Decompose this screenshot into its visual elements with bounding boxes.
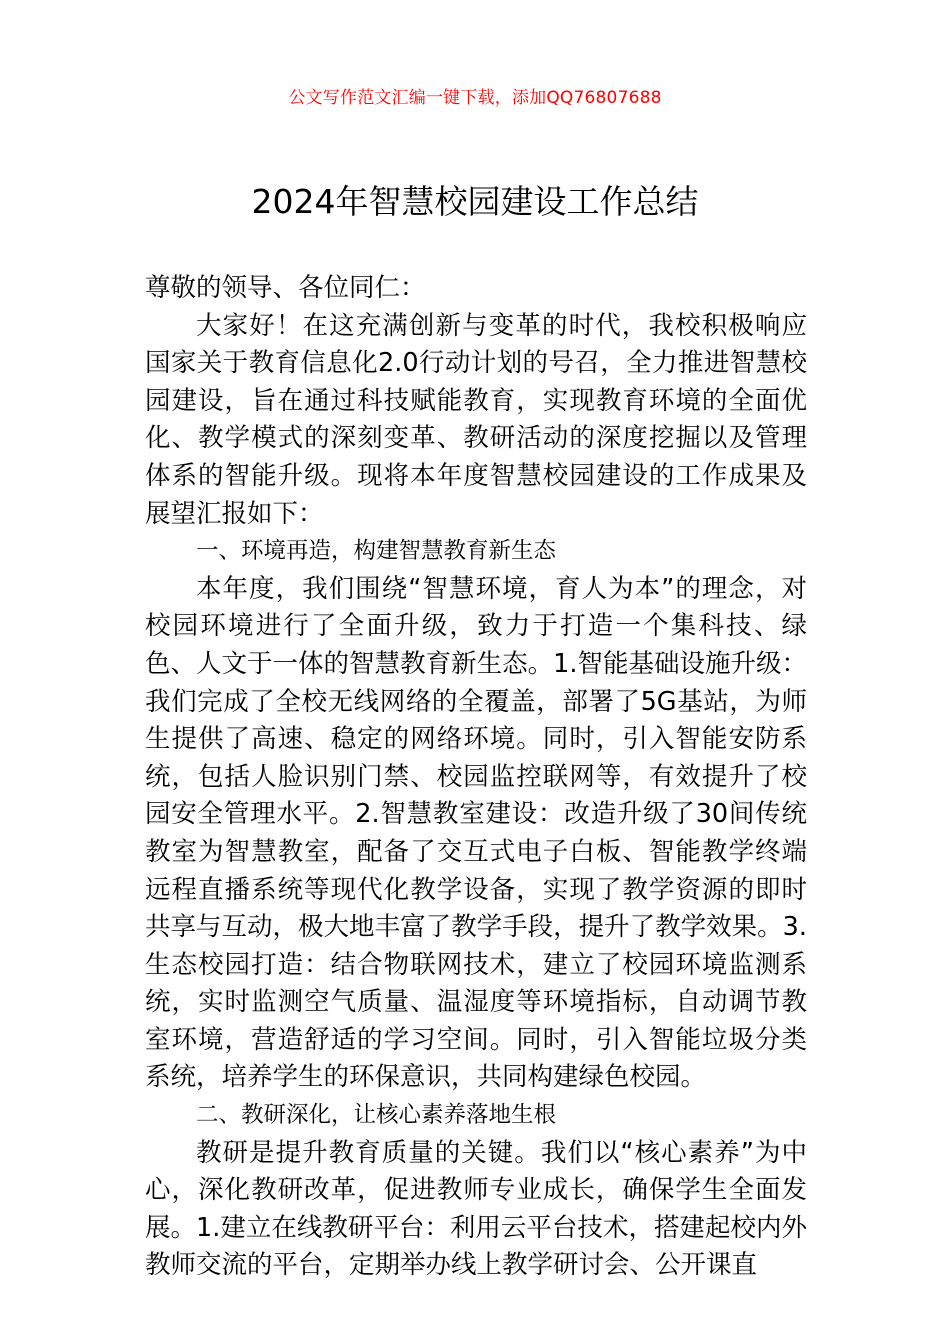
section-2-paragraph: 教研是提升教育质量的关键。我们以“核心素养”为中心，深化教研改革，促进教师专业成长，确保学生全面发展。1.建立在线教研平台：利用云平台技术，搭建起校内外教师交流的平台，定期举办线上教学研讨会、公开课直 bbox=[145, 1137, 807, 1281]
download-notice: 公文写作范文汇编一键下载，添加QQ76807688 bbox=[288, 88, 662, 108]
document-body bbox=[145, 270, 807, 1285]
section-1-paragraph: 本年度，我们围绕“智慧环境，育人为本”的理念，对校园环境进行了全面升级，致力于打造一个集科技、绿色、人文于一体的智慧教育新生态。1.智能基础设施升级：我们完成了全校无线网络的全覆盖，部署了5G基站，为师生提供了高速、稳定的网络环境。同时，引入智能安防系统，包括人脸识别门禁、校园监控联网等，有效提升了校园安全管理水平。2.智慧教室建设：改造升级了30间传统教室为智慧教室，配备了交互式电子白板、智能教学终端远程直播系统等现代化教学设备，实现了教学资源的即时共享与互动，极大地丰富了教学手段，提升了教学效果。3.生态校园打造：结合物联网技术，建立了校园环境监测系统，实时监测空气质量、温湿度等环境指标，自动调节教室环境，营造舒适的学习空间。同时，引入智能垃圾分类系统，培养学生的环保意识，共同构建绿色校园。 bbox=[145, 573, 807, 1093]
intro-paragraph: 大家好！在这充满创新与变革的时代，我校积极响应国家关于教育信息化2.0行动计划的号召，全力推进智慧校园建设，旨在通过科技赋能教育，实现教育环境的全面优化、教学模式的深刻变革、教研活动的深度挖掘以及管理体系的智能升级。现将本年度智慧校园建设的工作成果及展望汇报如下： bbox=[145, 310, 807, 529]
section-2-heading: 二、教研深化，让核心素养落地生根 bbox=[196, 1102, 557, 1129]
salutation: 尊敬的领导、各位同仁： bbox=[145, 273, 426, 303]
section-1-heading: 一、环境再造，构建智慧教育新生态 bbox=[196, 538, 557, 565]
document-title: 2024年智慧校园建设工作总结 bbox=[251, 182, 699, 221]
